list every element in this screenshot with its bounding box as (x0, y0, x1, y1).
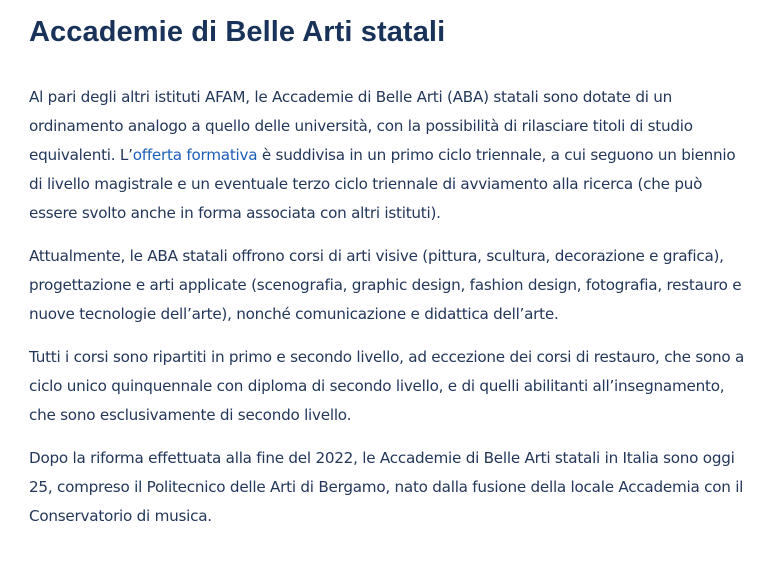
paragraph-reform: Dopo la riforma effettuata alla fine del 2022, le Accademie di Belle Arti statali in Italia sono oggi 25, compreso il Politecnico delle Arti di Bergamo, nato dalla fusione della locale Accademia con il Conservatorio di musica. (29, 449, 744, 525)
offerta-formativa-link[interactable]: offerta formativa (132, 146, 258, 164)
paragraph-intro-text-after-link: è suddivisa in un primo ciclo triennale, a cui seguono un biennio di livello magistrale e un eventuale terzo ciclo triennale di avviamento alla ricerca (che può essere svolto anche in forma associata con altri istituti). (29, 146, 736, 222)
paragraph-intro (29, 83, 753, 228)
page-title: Accademie di Belle Arti statali (29, 16, 446, 48)
paragraph-courses: Attualmente, le ABA statali offrono corsi di arti visive (pittura, scultura, decorazione e grafica), progettazione e arti applicate (scenografia, graphic design, fashion design, fotografia, restauro e nuove tecnologie dell’arte), nonché comunicazione e didattica dell’arte. (29, 247, 742, 323)
paragraph-intro-text-before-link: Al pari degli altri istituti AFAM, le Accademie di Belle Arti (ABA) statali sono dotate di un ordinamento analogo a quello delle università, con la possibilità di rilasciare titoli di studio equivalenti. L’ (29, 88, 693, 164)
paragraph-levels: Tutti i corsi sono ripartiti in primo e secondo livello, ad eccezione dei corsi di restauro, che sono a ciclo unico quinquennale con diploma di secondo livello, e di quelli abilitanti all’insegnamento, che sono esclusivamente di secondo livello. (29, 348, 745, 424)
article (29, 0, 753, 531)
